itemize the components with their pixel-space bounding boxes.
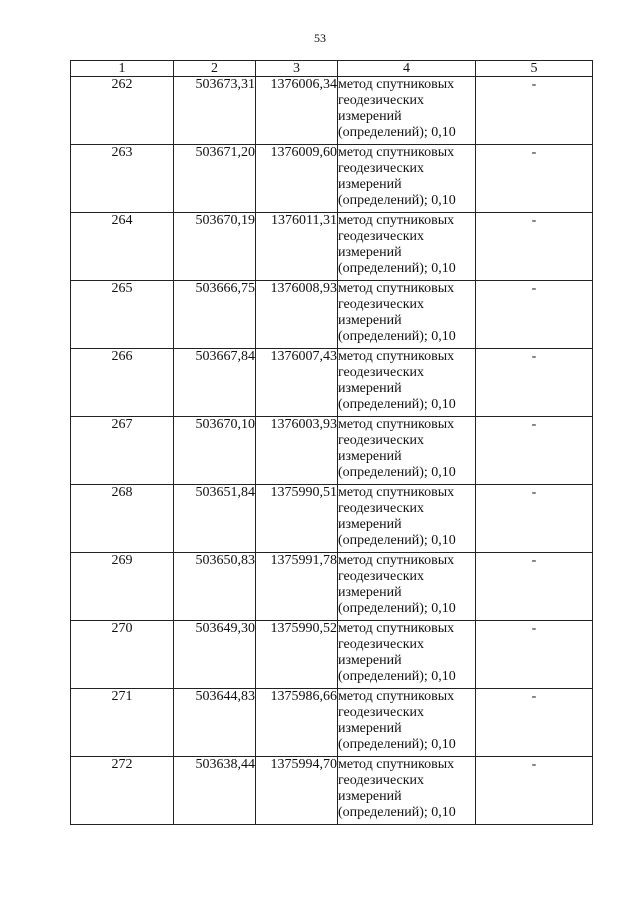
coordinate-y-cell: 1376006,34 (256, 77, 338, 145)
table-body (71, 77, 593, 825)
note-cell: - (476, 485, 593, 553)
coordinate-y-cell: 1376003,93 (256, 417, 338, 485)
note-cell: - (476, 77, 593, 145)
coordinate-y-cell: 1376011,31 (256, 213, 338, 281)
coordinate-y-cell: 1376007,43 (256, 349, 338, 417)
coordinate-x-cell: 503670,19 (174, 213, 256, 281)
note-cell: - (476, 145, 593, 213)
point-number-cell: 268 (71, 485, 174, 553)
page-number: 53 (314, 31, 326, 45)
method-cell: метод спутниковых геодезических измерений (определений); 0,10 (338, 689, 476, 757)
method-cell: метод спутниковых геодезических измерений (определений); 0,10 (338, 77, 476, 145)
point-number-cell: 272 (71, 757, 174, 825)
method-cell: метод спутниковых геодезических измерений (определений); 0,10 (338, 281, 476, 349)
table-row (71, 281, 593, 349)
table-row (71, 213, 593, 281)
header-row (71, 61, 593, 77)
column-header: 2 (174, 61, 256, 77)
table-row (71, 621, 593, 689)
coordinate-y-cell: 1375986,66 (256, 689, 338, 757)
coordinate-y-cell: 1375990,52 (256, 621, 338, 689)
note-cell: - (476, 621, 593, 689)
coordinate-y-cell: 1375991,78 (256, 553, 338, 621)
coordinate-x-cell: 503638,44 (174, 757, 256, 825)
note-cell: - (476, 553, 593, 621)
note-cell: - (476, 349, 593, 417)
table-row (71, 417, 593, 485)
method-cell: метод спутниковых геодезических измерений (определений); 0,10 (338, 213, 476, 281)
coordinate-x-cell: 503666,75 (174, 281, 256, 349)
column-header: 3 (256, 61, 338, 77)
point-number-cell: 262 (71, 77, 174, 145)
method-cell: метод спутниковых геодезических измерений (определений); 0,10 (338, 553, 476, 621)
coordinate-y-cell: 1376009,60 (256, 145, 338, 213)
method-cell: метод спутниковых геодезических измерений (определений); 0,10 (338, 757, 476, 825)
coordinate-x-cell: 503667,84 (174, 349, 256, 417)
point-number-cell: 270 (71, 621, 174, 689)
table-row (71, 145, 593, 213)
table-row (71, 77, 593, 145)
coordinate-y-cell: 1375994,70 (256, 757, 338, 825)
point-number-cell: 263 (71, 145, 174, 213)
point-number-cell: 266 (71, 349, 174, 417)
column-header: 4 (338, 61, 476, 77)
table-header (71, 61, 593, 77)
coordinate-x-cell: 503673,31 (174, 77, 256, 145)
point-number-cell: 271 (71, 689, 174, 757)
note-cell: - (476, 757, 593, 825)
table-row (71, 689, 593, 757)
note-cell: - (476, 213, 593, 281)
table-row (71, 485, 593, 553)
point-number-cell: 264 (71, 213, 174, 281)
table-row (71, 757, 593, 825)
note-cell: - (476, 417, 593, 485)
note-cell: - (476, 689, 593, 757)
coordinate-x-cell: 503644,83 (174, 689, 256, 757)
coordinate-x-cell: 503651,84 (174, 485, 256, 553)
coordinate-x-cell: 503670,10 (174, 417, 256, 485)
coordinate-y-cell: 1376008,93 (256, 281, 338, 349)
note-cell: - (476, 281, 593, 349)
coordinate-y-cell: 1375990,51 (256, 485, 338, 553)
table-row (71, 349, 593, 417)
method-cell: метод спутниковых геодезических измерений (определений); 0,10 (338, 417, 476, 485)
column-header: 5 (476, 61, 593, 77)
point-number-cell: 267 (71, 417, 174, 485)
point-number-cell: 269 (71, 553, 174, 621)
coordinates-table (70, 60, 593, 825)
method-cell: метод спутниковых геодезических измерений (определений); 0,10 (338, 349, 476, 417)
method-cell: метод спутниковых геодезических измерений (определений); 0,10 (338, 485, 476, 553)
coordinate-x-cell: 503650,83 (174, 553, 256, 621)
column-header: 1 (71, 61, 174, 77)
table-row (71, 553, 593, 621)
coordinate-x-cell: 503671,20 (174, 145, 256, 213)
coordinate-x-cell: 503649,30 (174, 621, 256, 689)
method-cell: метод спутниковых геодезических измерений (определений); 0,10 (338, 621, 476, 689)
point-number-cell: 265 (71, 281, 174, 349)
method-cell: метод спутниковых геодезических измерений (определений); 0,10 (338, 145, 476, 213)
